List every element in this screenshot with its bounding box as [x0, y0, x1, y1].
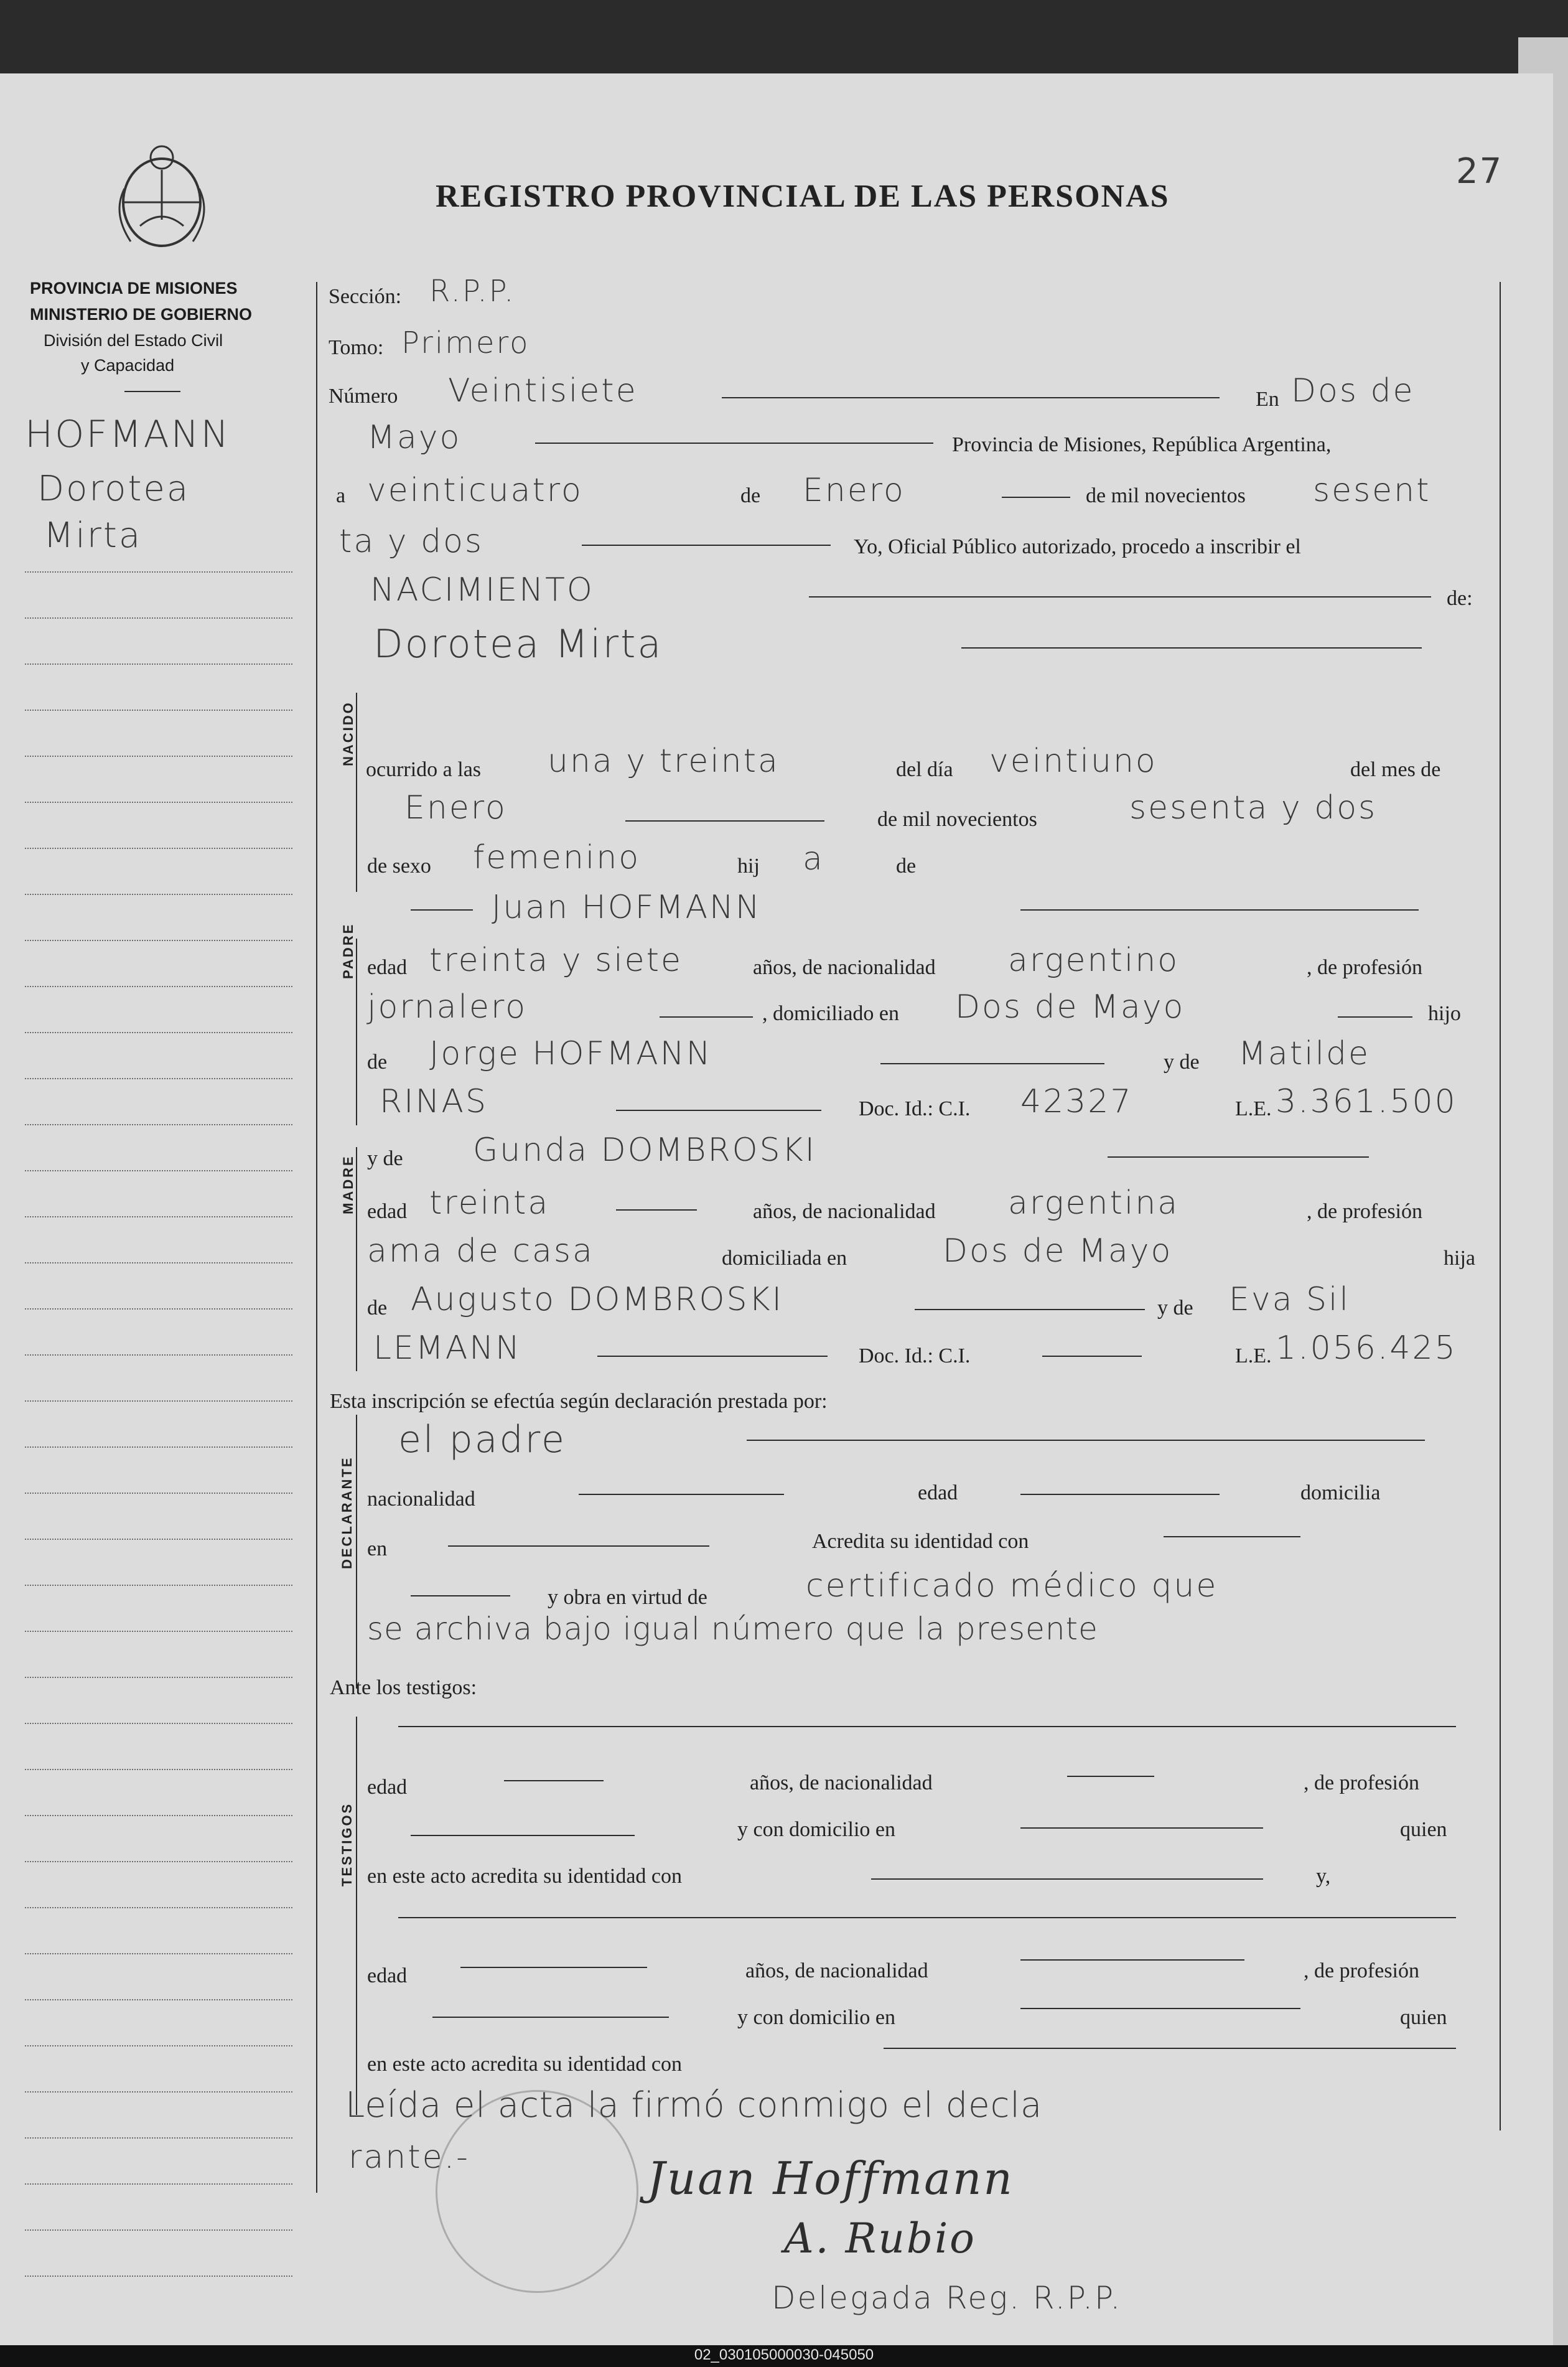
domicilia-label: domicilia	[1300, 1481, 1381, 1504]
margin-rule	[25, 1861, 292, 1862]
fill-line	[535, 443, 933, 444]
fill-line	[1020, 909, 1419, 911]
testigo2-edad-label: edad	[367, 1964, 408, 1987]
document-title: REGISTRO PROVINCIAL DE LAS PERSONAS	[436, 179, 1170, 214]
acto-value: NACIMIENTO	[370, 571, 594, 609]
madre-domicilio-value: Dos de Mayo	[943, 1232, 1173, 1270]
firma-declarante: Juan Hoffmann	[647, 2152, 1014, 2205]
margin-rule	[25, 1815, 292, 1816]
fill-line	[625, 820, 824, 822]
margin-rule	[25, 617, 292, 619]
padre-profesion-value: jornalero	[367, 988, 528, 1026]
de-colon-label: de:	[1447, 587, 1473, 610]
margin-rule	[25, 1262, 292, 1263]
abuela-paterna-value-b: RINAS	[380, 1083, 488, 1120]
margin-name-2: Mirta	[44, 515, 142, 556]
declarante-value: el padre	[398, 1418, 566, 1461]
de-sexo-label: de sexo	[367, 855, 431, 878]
certificado-value-b: se archiva bajo igual número que la presente	[367, 1611, 1098, 1647]
testigo2-quien-label: quien	[1400, 2006, 1447, 2029]
testigo2-anos-label: años, de nacionalidad	[745, 1959, 928, 1982]
fill-line	[1020, 2008, 1300, 2009]
abuelo-materno-value: Augusto DOMBROSKI	[411, 1281, 783, 1318]
hora-value: una y treinta	[548, 743, 780, 780]
seccion-label: Sección:	[329, 285, 402, 308]
abuela-materna-value-a: Eva Sil	[1229, 1281, 1350, 1318]
dia-nac-value: veintiuno	[989, 743, 1157, 780]
padre-le-label: L.E.	[1235, 1097, 1272, 1120]
madre-le-value: 1.056.425	[1276, 1329, 1457, 1367]
margin-rule	[25, 1631, 292, 1632]
margin-name-1: Dorotea	[37, 469, 190, 509]
fill-line	[884, 2048, 1456, 2049]
division-label: División del Estado Civil	[44, 331, 223, 350]
margin-rule	[25, 940, 292, 941]
testigo1-profesion-label: , de profesión	[1304, 1771, 1420, 1794]
y-obra-label: y obra en virtud de	[548, 1586, 707, 1609]
page-number: 27	[1456, 151, 1503, 192]
section-label-testigos: TESTIGOS	[339, 1802, 355, 1887]
testigo1-y-label: y,	[1316, 1865, 1331, 1888]
en-value: Dos de	[1291, 372, 1415, 410]
del-dia-label: del día	[896, 758, 953, 781]
provincia-label: Provincia de Misiones, República Argentina,	[952, 433, 1332, 456]
fill-line	[660, 1016, 753, 1018]
lugar-value: Mayo	[367, 419, 462, 456]
margin-rule	[25, 1216, 292, 1217]
fill-line	[398, 1917, 1456, 1918]
fill-line	[1042, 1356, 1142, 1357]
fill-line	[432, 2017, 669, 2018]
margin-rule	[25, 1953, 292, 1954]
seccion-value: R.P.P.	[429, 274, 516, 309]
section-rule	[356, 1415, 357, 1689]
margin-rule	[25, 1585, 292, 1586]
declarante-edad-label: edad	[918, 1481, 958, 1504]
anio-nac-value: sesenta y dos	[1129, 789, 1378, 827]
abuela-materna-value-b: LEMANN	[373, 1329, 522, 1367]
margin-rule	[25, 1078, 292, 1079]
delegada-label: Delegada Reg. R.P.P.	[772, 2280, 1122, 2316]
margin-rule	[25, 848, 292, 849]
testigo1-domicilio-label: y con domicilio en	[737, 1818, 896, 1841]
document-code: 02_030105000030-045050	[694, 2346, 874, 2363]
section-label-madre: MADRE	[340, 1155, 356, 1214]
padre-domicilio-value: Dos de Mayo	[955, 988, 1185, 1026]
fill-line	[411, 1595, 510, 1596]
domiciliada-label: domiciliada en	[722, 1247, 847, 1270]
section-label-nacido: NACIDO	[340, 701, 356, 766]
fill-line	[961, 647, 1422, 649]
fill-line	[411, 1835, 635, 1836]
madre-de-label: de	[367, 1296, 388, 1319]
fill-line	[1067, 1776, 1154, 1777]
margin-rule	[25, 710, 292, 711]
madre-edad-value: treinta	[429, 1184, 550, 1222]
del-mes-label: del mes de	[1350, 758, 1441, 781]
fill-line	[722, 397, 1220, 398]
ministry-label: MINISTERIO DE GOBIERNO	[30, 305, 253, 324]
fill-line	[448, 1545, 709, 1547]
madre-nombre-value: Gunda DOMBROSKI	[473, 1132, 816, 1169]
de-2-label: de	[896, 855, 917, 878]
en-label: En	[1256, 388, 1279, 411]
fill-line	[1020, 1827, 1263, 1829]
margin-rule	[25, 663, 292, 665]
madre-profesion-value: ama de casa	[367, 1232, 594, 1270]
fill-line	[871, 1878, 1263, 1880]
hija-label: hija	[1444, 1247, 1475, 1270]
testigo1-edad-label: edad	[367, 1776, 408, 1799]
madre-edad-label: edad	[367, 1200, 408, 1223]
section-label-declarante: DECLARANTE	[339, 1456, 355, 1569]
sexo-value: femenino	[473, 839, 641, 876]
testigo2-domicilio-label: y con domicilio en	[737, 2006, 896, 2029]
header-divider	[124, 391, 180, 392]
fill-line	[579, 1494, 784, 1495]
fill-line	[809, 596, 1431, 598]
margin-rule	[25, 986, 292, 987]
madre-doc-id-label: Doc. Id.: C.I.	[859, 1344, 971, 1367]
mes-value: Enero	[803, 472, 905, 509]
a-label: a	[336, 484, 346, 507]
ocurrido-label: ocurrido a las	[366, 758, 482, 781]
margin-rule	[25, 1032, 292, 1033]
tomo-label: Tomo:	[329, 336, 384, 359]
margin-rule	[25, 2091, 292, 2093]
fill-line	[582, 545, 831, 546]
esta-inscripcion-label: Esta inscripción se efectúa según declaración prestada por:	[330, 1390, 828, 1413]
hij-label: hij	[737, 855, 760, 878]
fill-line	[411, 909, 473, 911]
padre-edad-label: edad	[367, 956, 408, 979]
padre-le-value: 3.361.500	[1276, 1083, 1457, 1120]
nombre-value: Dorotea Mirta	[373, 621, 663, 667]
margin-rule	[25, 1400, 292, 1402]
cierre-value-b: rante.-	[348, 2139, 470, 2176]
margin-rule	[25, 1308, 292, 1310]
margin-rule	[25, 756, 292, 757]
fill-line	[1338, 1016, 1412, 1018]
anio-value-a: sesent	[1313, 472, 1431, 509]
margin-rule	[25, 1723, 292, 1724]
margin-surname: HOFMANN	[25, 413, 231, 456]
fill-line	[1020, 1494, 1220, 1495]
testigo2-profesion-label: , de profesión	[1304, 1959, 1420, 1982]
fill-line	[597, 1356, 828, 1357]
hij-suffix-value: a	[803, 840, 824, 878]
margin-rule	[25, 1907, 292, 1908]
margin-rule	[25, 2045, 292, 2046]
fill-line	[880, 1063, 1104, 1064]
padre-doc-id-label: Doc. Id.: C.I.	[859, 1097, 971, 1120]
margin-rule	[25, 1170, 292, 1171]
madre-anos-label: años, de nacionalidad	[753, 1200, 936, 1223]
official-stamp	[436, 2090, 638, 2293]
margin-rule	[25, 1354, 292, 1356]
form-right-border	[1500, 282, 1501, 2130]
document-page	[0, 73, 1553, 2345]
testigo2-acredita-label: en este acto acredita su identidad con	[367, 2053, 682, 2076]
fill-line	[747, 1440, 1425, 1441]
margin-rule	[25, 1446, 292, 1448]
padre-anos-label: años, de nacionalidad	[753, 956, 936, 979]
madre-le-label: L.E.	[1235, 1344, 1272, 1367]
fill-line	[398, 1726, 1456, 1727]
tomo-value: Primero	[401, 326, 530, 360]
margin-rule	[25, 2229, 292, 2231]
madre-nacionalidad-value: argentina	[1008, 1184, 1180, 1222]
division-label-2: y Capacidad	[81, 356, 175, 375]
padre-ci-value: 42327	[1020, 1083, 1133, 1120]
numero-label: Número	[329, 385, 398, 408]
hijo-label: hijo	[1428, 1002, 1461, 1025]
nacionalidad-label: nacionalidad	[367, 1488, 475, 1511]
padre-edad-value: treinta y siete	[429, 942, 683, 979]
mes-nac-value: Enero	[404, 789, 507, 827]
declarante-en-label: en	[367, 1537, 388, 1560]
margin-rule	[25, 2137, 292, 2139]
fill-line	[460, 1967, 647, 1968]
ante-testigos-label: Ante los testigos:	[330, 1676, 477, 1699]
acredita-label: Acredita su identidad con	[812, 1530, 1029, 1553]
madre-profesion-label: , de profesión	[1307, 1200, 1423, 1223]
firma-oficial: A. Rubio	[784, 2215, 976, 2262]
testigo1-anos-label: años, de nacionalidad	[750, 1771, 933, 1794]
de-label: de	[740, 484, 761, 507]
yo-oficial-label: Yo, Oficial Público autorizado, procedo a inscribir el	[854, 535, 1301, 558]
margin-rule	[25, 1999, 292, 2000]
dia-value: veinticuatro	[367, 472, 583, 509]
cierre-value-a: Leída el acta la firmó conmigo el decla	[345, 2085, 1043, 2126]
margin-rule	[25, 1539, 292, 1540]
domiciliado-label: , domiciliado en	[762, 1002, 900, 1025]
numero-value: Veintisiete	[448, 372, 638, 410]
margin-rule	[25, 571, 292, 573]
fill-line	[504, 1780, 604, 1781]
abuela-paterna-value-a: Matilde	[1238, 1035, 1371, 1072]
section-rule	[356, 1717, 357, 2115]
de-mil-2-label: de mil novecientos	[877, 808, 1037, 831]
testigo1-quien-label: quien	[1400, 1818, 1447, 1841]
certificado-value-a: certificado médico que	[806, 1567, 1218, 1605]
margin-rule	[25, 1493, 292, 1494]
fill-line	[616, 1209, 697, 1211]
province-label: PROVINCIA DE MISIONES	[30, 279, 238, 298]
section-label-padre: PADRE	[340, 922, 356, 979]
margin-rule	[25, 1124, 292, 1125]
margin-rule	[25, 894, 292, 895]
fill-line	[915, 1309, 1145, 1310]
anio-value-b: ta y dos	[339, 523, 483, 560]
madre-y-de-2-label: y de	[1157, 1296, 1193, 1319]
madre-y-de-label: y de	[367, 1147, 403, 1170]
margin-rule	[25, 2183, 292, 2185]
fill-line	[616, 1110, 821, 1111]
padre-nacionalidad-value: argentino	[1008, 942, 1180, 979]
padre-y-de-label: y de	[1164, 1051, 1200, 1074]
coat-of-arms-icon	[106, 133, 218, 251]
padre-nombre-value: Juan HOFMANN	[492, 889, 762, 926]
fill-line	[1108, 1156, 1369, 1158]
fill-line	[1164, 1536, 1300, 1537]
fill-line	[1020, 1959, 1244, 1961]
margin-rule	[25, 1677, 292, 1678]
margin-rule	[25, 802, 292, 803]
padre-de-label: de	[367, 1051, 388, 1074]
form-left-border	[316, 282, 317, 2193]
abuelo-paterno-value: Jorge HOFMANN	[429, 1035, 712, 1072]
testigo1-acredita-label: en este acto acredita su identidad con	[367, 1865, 682, 1888]
margin-rule	[25, 2276, 292, 2277]
padre-profesion-label: , de profesión	[1307, 956, 1423, 979]
de-mil-label: de mil novecientos	[1086, 484, 1246, 507]
margin-rule	[25, 1769, 292, 1770]
fill-line	[1002, 497, 1070, 498]
